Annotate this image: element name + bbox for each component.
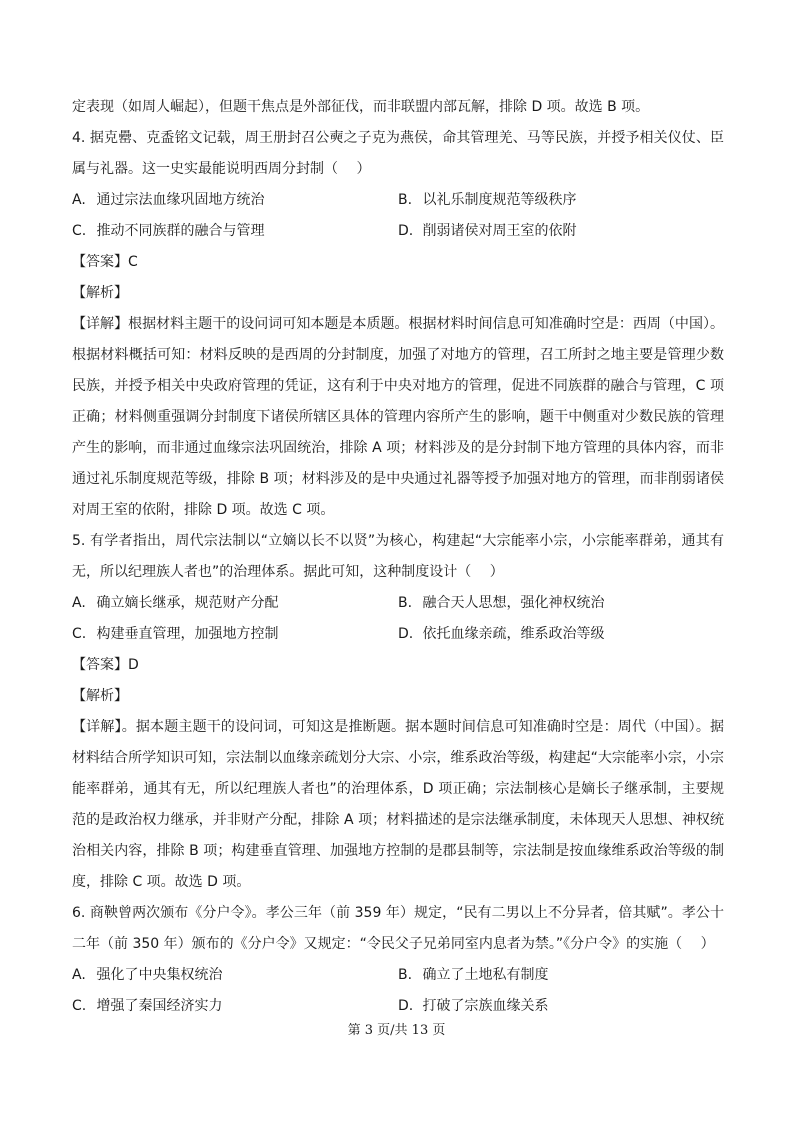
options-grid (72, 185, 724, 247)
analysis-label: 【解析】 (72, 688, 128, 704)
analysis-text: 【详解】根据材料主题干的设问词可知本题是本质题。根据材料时间信息可知准确时空是：西周（中国）。根据材料概括可知：材料反映的是西周的分封制度，加强了对地方的管理，召工所封之地主要是管理少数民族，并授予相关中央政府管理的凭证，这有利于中央对地方的管理，促进不同族群的融合与管理，C 项正确；材料侧重强调分封制度下诸侯所辖区具体的管理内容所产生的影响，题干中侧重对少数民族的管理产生的影响，而非通过血缘宗法巩固统治，排除 A 项；材料涉及的是分封制下地方管理的具体内容，而非通过礼乐制度规范等级，排除 B 项；材料涉及的是中央通过礼器等授予加强对地方的管理，而非削弱诸侯对周王室的依附，排除 D 项。故选 C 项。 (72, 316, 724, 518)
question-stem: 5. 有学者指出，周代宗法制以“立嫡以长不以贤”为核心，构建起“大宗能率小宗，小宗能率群弟，通其有无，所以纪理族人者也”的治理体系。据此可知，这种制度设计（ ） (72, 533, 724, 580)
option-a: A. 强化了中央集权统治 (72, 967, 223, 983)
question-stem: 4. 据克罍、克盉铭文记载，周王册封召公奭之子克为燕侯，命其管理羌、马等民族，并授予相关仪仗、臣属与礼器。这一史实最能说明西周分封制（ ） (72, 130, 724, 177)
option-d: D. 打破了宗族血缘关系 (398, 998, 549, 1014)
options-grid (72, 588, 724, 650)
analysis-text: 【详解】。据本题主题干的设问词，可知这是推断题。据本题时间信息可知准确时空是：周代（中国）。据材料结合所学知识可知，宗法制以血缘亲疏划分大宗、小宗，维系政治等级，构建起“大宗能率小宗，小宗能率群弟，通其有无，所以纪理族人者也”的治理体系，D 项正确；宗法制核心是嫡长子继承制，主要规范的是政治权力继承，并非财产分配，排除 A 项；材料描述的是宗法继承制度，未体现天人思想、神权统治相关内容，排除 B 项；构建垂直管理、加强地方控制的是郡县制等，宗法制是按血缘维系政治等级的制度，排除 C 项。故选 D 项。 (72, 719, 724, 890)
option-a: A. 通过宗法血缘巩固地方统治 (72, 192, 265, 208)
question-stem: 6. 商鞅曾两次颁布《分户令》。孝公三年（前 359 年）规定，“民有二男以上不分异者，倍其赋”。孝公十二年（前 350 年）颁布的《分户令》又规定：“令民父子兄弟同室内息者为禁。”《分户令》的实施（ ） (72, 905, 724, 952)
answer-label: 【答案】C (72, 254, 138, 270)
option-d: D. 依托血缘亲疏，维系政治等级 (398, 626, 605, 642)
answer-label: 【答案】D (72, 657, 139, 673)
previous-analysis-tail: 定表现（如周人崛起），但题干焦点是外部征伐，而非联盟内部瓦解，排除 D 项。故选 B 项。 (72, 99, 650, 115)
options-grid (72, 960, 724, 1022)
analysis-label: 【解析】 (72, 285, 128, 301)
option-d: D. 削弱诸侯对周王室的依附 (398, 223, 577, 239)
question-4 (72, 123, 724, 526)
option-c: C. 推动不同族群的融合与管理 (72, 223, 265, 239)
question-5 (72, 526, 724, 898)
option-b: B. 以礼乐制度规范等级秩序 (398, 192, 577, 208)
option-b: B. 确立了土地私有制度 (398, 967, 549, 983)
page-content (72, 92, 724, 1022)
option-b: B. 融合天人思想，强化神权统治 (398, 595, 605, 611)
page-number-footer: 第 3 页/共 13 页 (347, 1023, 446, 1038)
option-a: A. 确立嫡长继承，规范财产分配 (72, 595, 279, 611)
question-6 (72, 898, 724, 1022)
option-c: C. 增强了秦国经济实力 (72, 998, 223, 1014)
option-c: C. 构建垂直管理，加强地方控制 (72, 626, 279, 642)
